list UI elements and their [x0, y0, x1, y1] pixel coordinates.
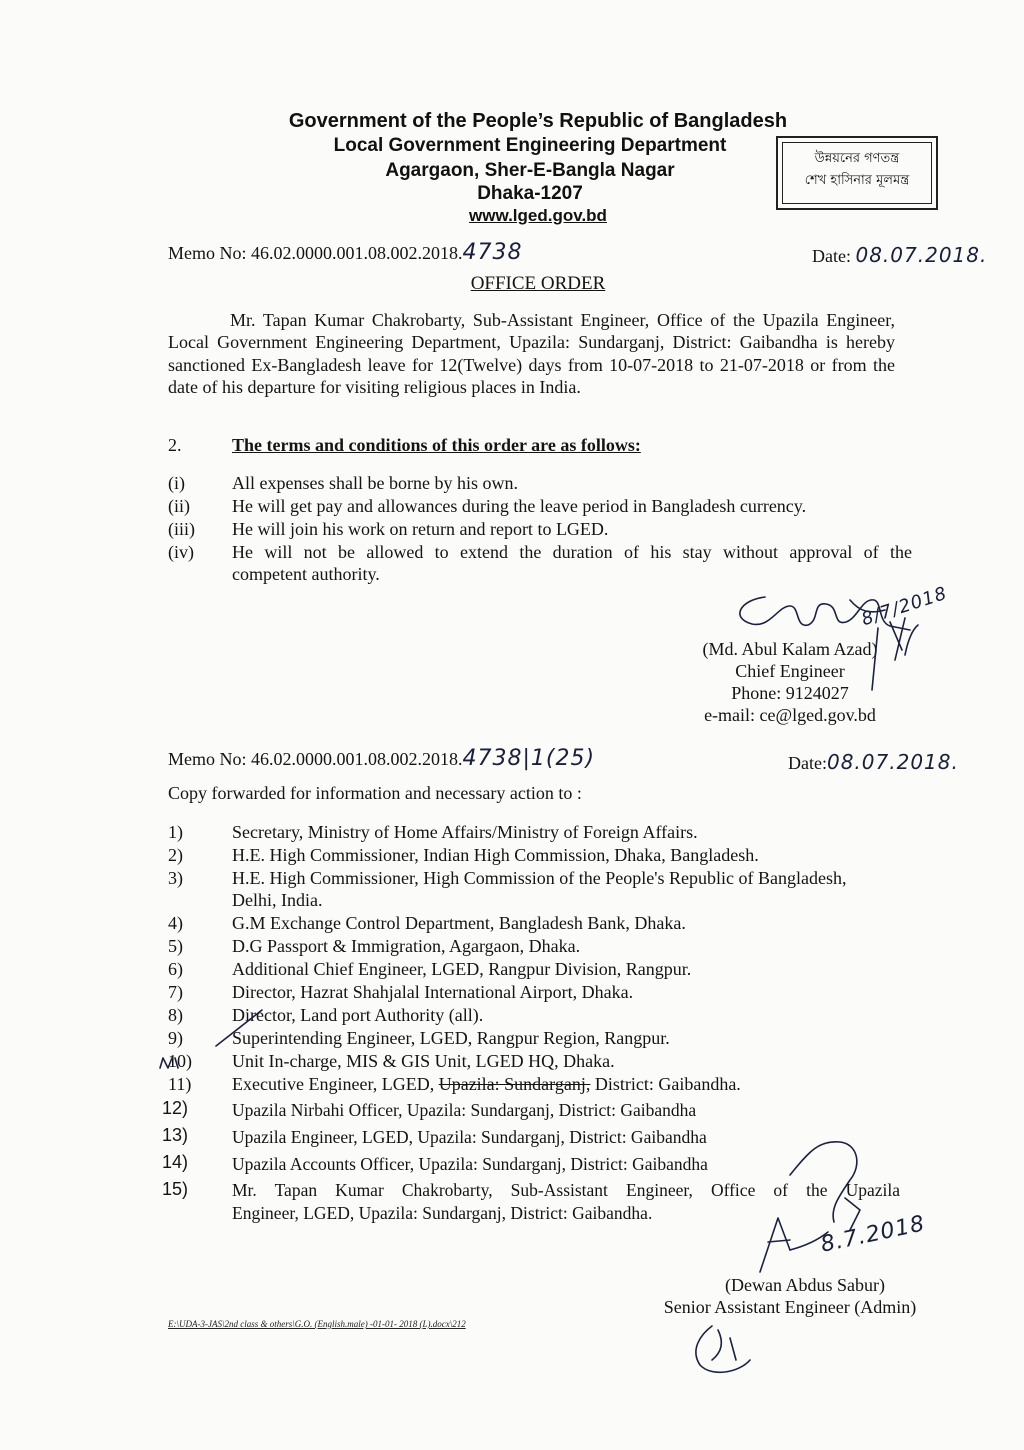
- date-handwritten: 08.07.2018.: [855, 243, 988, 267]
- memo-prefix: Memo No: 46.02.0000.001.08.002.2018.: [168, 749, 463, 769]
- date-label: Date:: [812, 246, 856, 266]
- header-website[interactable]: www.lged.gov.bd: [469, 206, 607, 225]
- signatory-2-name: (Dewan Abdus Sabur): [725, 1275, 885, 1295]
- signatory-2-designation: Senior Assistant Engineer (Admin): [663, 1297, 917, 1317]
- copy-num: 9): [168, 1028, 183, 1048]
- term-text: He will get pay and allowances during the leave period in Bangladesh currency.: [232, 496, 807, 516]
- initials-mark: [696, 1326, 750, 1372]
- term-text: He will join his work on return and report to LGED.: [232, 519, 609, 539]
- copy-num: 10): [168, 1051, 192, 1071]
- signatory-1-email: e-mail: ce@lged.gov.bd: [704, 705, 876, 725]
- term-num: (iv): [168, 542, 194, 562]
- recipient-text: District: Gaibandha.: [590, 1074, 741, 1094]
- signature-1: [740, 597, 910, 630]
- copy-recipient: Secretary, Ministry of Home Affairs/Ministry of Foreign Affairs.: [232, 822, 698, 842]
- file-path-footer: E:\UDA-3-JAS\2nd class & others\G.O. (English.male) -01-01- 2018 (L).docx\212: [168, 1319, 466, 1329]
- copy-recipient-cont: Engineer, LGED, Upazila: Sundarganj, District: Gaibandha.: [232, 1203, 653, 1223]
- copy-num: 2): [168, 845, 183, 865]
- stamp-line-1: উন্নয়নের গণতন্ত্র: [814, 151, 900, 166]
- header-address: Agargaon, Sher-E-Bangla Nagar: [385, 160, 675, 181]
- copy-num: 14): [162, 1152, 189, 1172]
- copy-num: 8): [168, 1005, 183, 1025]
- copy-recipient: Mr. Tapan Kumar Chakrobarty, Sub-Assistant Engineer, Office of the Upazila: [232, 1180, 900, 1200]
- struck-text: Upazila: Sundarganj,: [438, 1074, 591, 1094]
- copy-recipient: Superintending Engineer, LGED, Rangpur Region, Rangpur.: [232, 1028, 670, 1048]
- term-num: (ii): [168, 496, 190, 516]
- memo-prefix: Memo No: 46.02.0000.001.08.002.2018.: [168, 243, 463, 263]
- terms-heading: The terms and conditions of this order are as follows:: [232, 435, 641, 455]
- document-title: OFFICE ORDER: [470, 273, 606, 294]
- header-government: Government of the People’s Republic of Bangladesh: [288, 110, 788, 132]
- copy-num: 3): [168, 868, 183, 888]
- date-handwritten: 08.07.2018.: [826, 750, 959, 774]
- header-city: Dhaka-1207: [477, 183, 583, 204]
- copy-num: 4): [168, 913, 183, 933]
- copy-num: 13): [162, 1125, 189, 1145]
- signatory-1-designation: Chief Engineer: [735, 661, 845, 681]
- copy-recipient-cont: Delhi, India.: [232, 890, 323, 910]
- copy-recipient: H.E. High Commissioner, High Commission of the People's Republic of Bangladesh,: [232, 868, 847, 888]
- memo-handwritten-number: 4738|1(25): [462, 746, 596, 771]
- copy-num: 12): [162, 1098, 189, 1118]
- copy-forward-intro: Copy forwarded for information and necessary action to :: [168, 783, 582, 803]
- signatory-1-name: (Md. Abul Kalam Azad): [702, 639, 878, 659]
- copy-recipient: Director, Land port Authority (all).: [232, 1005, 484, 1025]
- copy-num: 6): [168, 959, 183, 979]
- signature-2: [790, 1142, 857, 1222]
- term-text: All expenses shall be borne by his own.: [232, 473, 518, 493]
- copy-recipient: Unit In-charge, MIS & GIS Unit, LGED HQ, Dhaka.: [232, 1051, 615, 1071]
- term-num: (iii): [168, 519, 195, 539]
- copy-num: 1): [168, 822, 183, 842]
- copy-num: 7): [168, 982, 183, 1002]
- term-num: (i): [168, 473, 185, 493]
- header-department: Local Government Engineering Department: [333, 135, 727, 156]
- copy-num: 5): [168, 936, 183, 956]
- copy-recipient: Additional Chief Engineer, LGED, Rangpur Division, Rangpur.: [232, 959, 692, 979]
- term-text: He will not be allowed to extend the duration of his stay without approval of the: [232, 542, 912, 562]
- term-text-cont: competent authority.: [232, 564, 380, 584]
- terms-number: 2.: [168, 435, 182, 455]
- date-label: Date:: [788, 753, 827, 773]
- check-mark: [160, 1058, 178, 1068]
- copy-num: 15): [162, 1179, 189, 1199]
- copy-num: 11): [168, 1074, 192, 1094]
- signatory-1-handwritten-date: 8/7/2018: [858, 582, 950, 631]
- body-paragraph: Mr. Tapan Kumar Chakrobarty, Sub-Assistant Engineer, Office of the Upazila Engineer, Local Government Engineering Department, Upazila: Sundarganj, District: Gaibandha is hereby sanctioned Ex-Bangladesh leave for 12(Twelve) days from 10-07-2018 to 21-07-2018 or from the date of his departure for visiting religious places in India.: [168, 310, 895, 397]
- copy-recipient: G.M Exchange Control Department, Bangladesh Bank, Dhaka.: [232, 913, 686, 933]
- copy-recipient: Upazila Accounts Officer, Upazila: Sundarganj, District: Gaibandha: [232, 1154, 708, 1174]
- memo-handwritten-number: 4738: [462, 240, 523, 265]
- copy-recipient: D.G Passport & Immigration, Agargaon, Dhaka.: [232, 936, 581, 956]
- copy-recipient: H.E. High Commissioner, Indian High Commission, Dhaka, Bangladesh.: [232, 845, 759, 865]
- copy-recipient: Director, Hazrat Shahjalal International Airport, Dhaka.: [232, 982, 634, 1002]
- copy-recipient: Upazila Engineer, LGED, Upazila: Sundarganj, District: Gaibandha: [232, 1127, 707, 1147]
- stamp-line-2: শেখ হাসিনার মূলমন্ত্র: [804, 173, 910, 188]
- signatory-2-handwritten-date: 8.7.2018: [818, 1211, 928, 1258]
- tick-slash: [216, 1010, 262, 1046]
- signatory-1-phone: Phone: 9124027: [731, 683, 849, 703]
- copy-recipient: Upazila Nirbahi Officer, Upazila: Sundarganj, District: Gaibandha: [232, 1100, 697, 1120]
- recipient-text: Executive Engineer, LGED,: [232, 1074, 439, 1094]
